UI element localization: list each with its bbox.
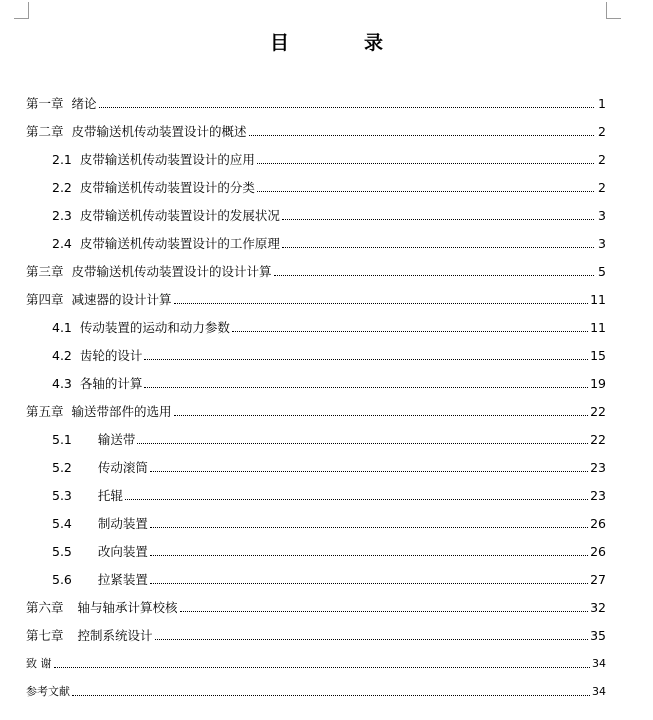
toc-entry[interactable] [26,621,606,649]
toc-entry-label: 传动滚筒 [97,460,148,475]
toc-entry-page: 15 [590,347,606,363]
toc-entry-page: 22 [590,431,606,447]
page-corner-mark-right [606,2,621,19]
toc-leader-dots [232,331,588,332]
toc-entry-label: 皮带输送机传动装置设计的分类 [79,180,255,195]
toc-entry-number: 第三章 [26,264,64,279]
toc-entry-page: 32 [590,599,606,615]
toc-entry-page: 1 [598,95,606,111]
toc-entry[interactable] [26,649,606,677]
toc-leader-dots [137,443,588,444]
toc-leader-dots [155,639,589,640]
toc-entry-label: 齿轮的设计 [79,348,143,363]
toc-entry-number: 第六章 [26,600,64,615]
toc-entry-page: 35 [590,627,606,643]
toc-entry[interactable] [26,285,606,313]
toc-entry-label: 皮带输送机传动装置设计的工作原理 [79,236,280,251]
toc-leader-dots [282,219,594,220]
toc-entry-page: 22 [590,403,606,419]
toc-entry-number: 4.1 [52,319,72,335]
toc-leader-dots [144,359,588,360]
toc-entry-page: 19 [590,375,606,391]
toc-entry-page: 5 [598,263,606,279]
toc-entry-page: 27 [590,571,606,587]
toc-leader-dots [174,303,589,304]
toc-entry-number: 第一章 [26,96,64,111]
toc-entry[interactable] [26,313,606,341]
toc-leader-dots [150,471,588,472]
toc-entry-page: 26 [590,515,606,531]
toc-entry-number: 致 谢 [26,657,52,670]
toc-entry-page: 3 [598,207,606,223]
toc-entry-number: 4.2 [52,347,72,363]
toc-entry-page: 34 [592,684,606,698]
toc-entry[interactable] [26,201,606,229]
toc-leader-dots [249,135,594,136]
toc-entry-page: 2 [598,151,606,167]
toc-entry-label: 传动装置的运动和动力参数 [79,320,230,335]
toc-leader-dots [54,667,591,668]
toc-entry[interactable] [26,173,606,201]
toc-entry-page: 2 [598,179,606,195]
toc-entry-label: 轴与轴承计算校核 [77,600,178,615]
toc-entry-number: 5.4 [52,515,72,531]
toc-entry-number: 第五章 [26,404,64,419]
toc-leader-dots [257,163,594,164]
toc-entry-number: 5.6 [52,571,72,587]
toc-entry-number: 5.2 [52,459,72,475]
toc-entry-page: 11 [590,291,606,307]
toc-entry-label: 拉紧装置 [97,572,148,587]
toc-entry-label: 各轴的计算 [79,376,143,391]
toc-entry[interactable] [26,229,606,257]
toc-entry[interactable] [26,341,606,369]
table-of-contents [26,89,606,705]
toc-entry-label: 输送带部件的选用 [71,404,172,419]
toc-entry[interactable] [26,117,606,145]
toc-entry[interactable] [26,565,606,593]
toc-entry[interactable] [26,509,606,537]
toc-entry-number: 5.3 [52,487,72,503]
toc-entry[interactable] [26,369,606,397]
toc-entry-page: 34 [592,656,606,670]
toc-entry[interactable] [26,397,606,425]
toc-leader-dots [150,555,588,556]
toc-entry-number: 第四章 [26,292,64,307]
toc-entry-page: 11 [590,319,606,335]
page-corner-mark-left [14,2,29,19]
toc-entry-number: 第七章 [26,628,64,643]
toc-entry-label: 绪论 [71,96,97,111]
toc-entry-number: 2.2 [52,179,72,195]
toc-entry-number: 2.4 [52,235,72,251]
toc-entry[interactable] [26,453,606,481]
toc-entry-number: 5.1 [52,431,72,447]
toc-entry-label: 皮带输送机传动装置设计的概述 [71,124,247,139]
toc-leader-dots [150,527,588,528]
toc-entry-page: 2 [598,123,606,139]
toc-entry-label: 皮带输送机传动装置设计的应用 [79,152,255,167]
toc-leader-dots [125,499,588,500]
toc-entry-number: 4.3 [52,375,72,391]
toc-entry-label: 皮带输送机传动装置设计的发展状况 [79,208,280,223]
toc-entry-number: 第二章 [26,124,64,139]
toc-entry-number: 2.3 [52,207,72,223]
toc-leader-dots [282,247,594,248]
toc-entry-number: 2.1 [52,151,72,167]
toc-leader-dots [144,387,588,388]
toc-entry[interactable] [26,537,606,565]
toc-entry[interactable] [26,89,606,117]
toc-title: 目 录 [269,32,411,54]
toc-entry[interactable] [26,677,606,705]
toc-entry-page: 23 [590,459,606,475]
toc-entry-number: 5.5 [52,543,72,559]
toc-entry[interactable] [26,481,606,509]
toc-entry-label: 托辊 [97,488,123,503]
toc-entry[interactable] [26,145,606,173]
toc-leader-dots [257,191,594,192]
toc-entry-label: 控制系统设计 [77,628,153,643]
toc-entry-label: 改向装置 [97,544,148,559]
toc-entry-label: 减速器的设计计算 [71,292,172,307]
toc-leader-dots [274,275,594,276]
toc-entry-label: 制动装置 [97,516,148,531]
toc-leader-dots [180,611,589,612]
toc-entry-page: 3 [598,235,606,251]
toc-entry-number: 参考文献 [26,685,70,698]
toc-leader-dots [99,107,594,108]
toc-entry[interactable] [26,593,606,621]
toc-entry-label: 皮带输送机传动装置设计的设计计算 [71,264,272,279]
toc-leader-dots [174,415,589,416]
toc-entry-page: 26 [590,543,606,559]
toc-entry[interactable] [26,257,606,285]
toc-entry[interactable] [26,425,606,453]
toc-entry-label: 输送带 [97,432,136,447]
toc-entry-page: 23 [590,487,606,503]
toc-leader-dots [72,695,590,696]
toc-leader-dots [150,583,588,584]
